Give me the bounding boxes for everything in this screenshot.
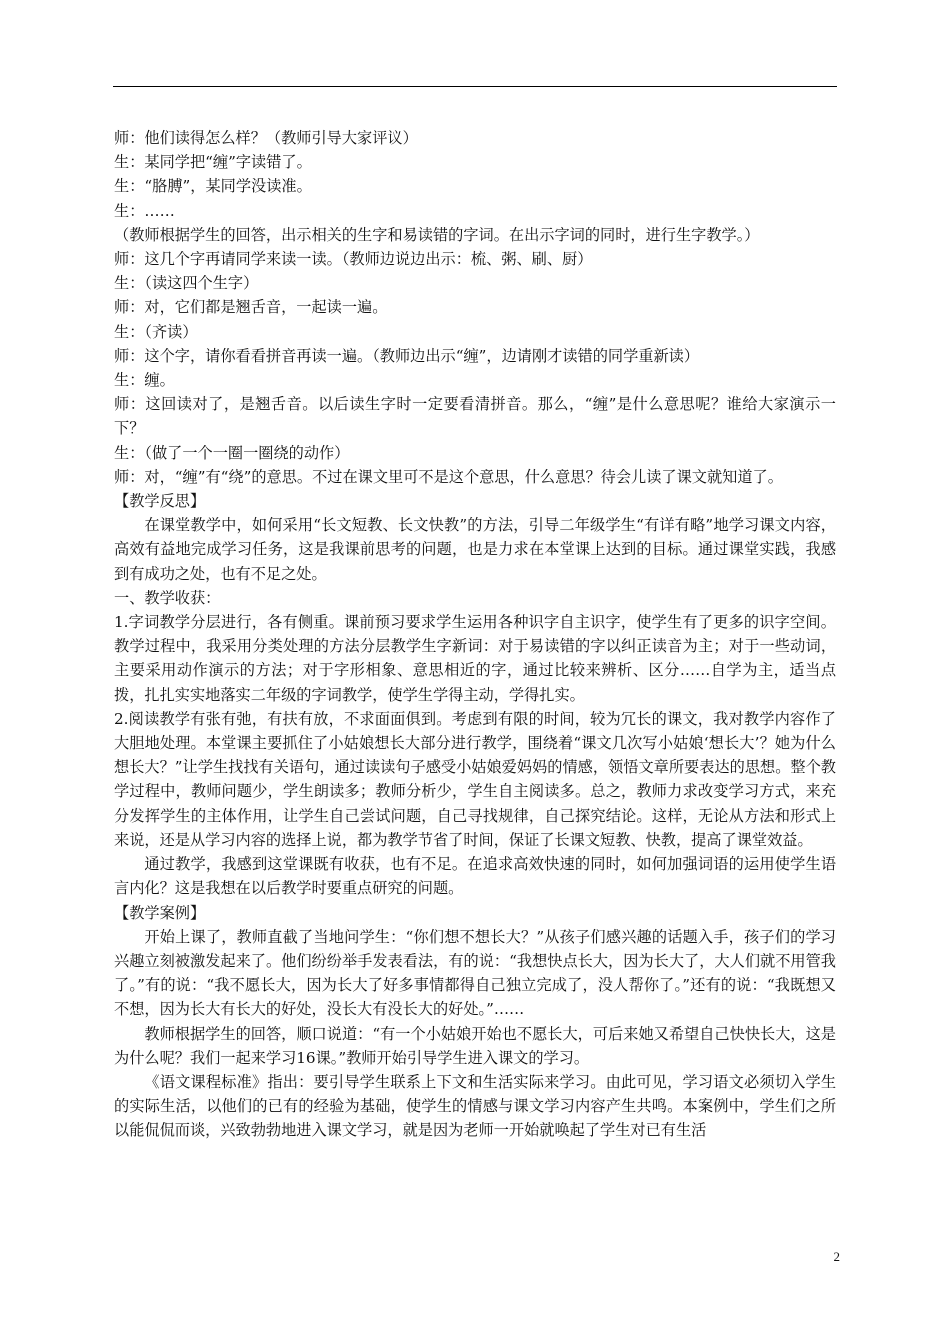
subsection-heading: 一、教学收获： — [114, 588, 221, 607]
section-heading-case: 【教学案例】 — [114, 903, 206, 922]
dialogue-line: 生：“胳膊”，某同学没读准。 — [114, 177, 312, 196]
dialogue-line: 师：这几个字再请同学来读一读。（教师边说边出示：梳、粥、刷、厨） — [114, 250, 593, 269]
body-paragraph: 在课堂教学中，如何采用“长文短教、长文快教”的方法，引导二年级学生“有详有略”地学习课文内容，高效有益地完成学习任务，这是我课前思考的问题，也是力求在本堂课上达到的目标。通过课堂实践，我感到有成功之处，也有不足之处。 — [114, 516, 836, 583]
dialogue-line: 师：对，它们都是翘舌音，一起读一遍。 — [114, 298, 388, 317]
numbered-paragraph: 2.阅读教学有张有弛，有扶有放，不求面面俱到。考虑到有限的时间，较为冗长的课文，我对教学内容作了大胆地处理。本堂课主要抓住了小姑娘想长大部分进行教学，围绕着“课文几次写小姑娘‘想长大’？她为什么想长大？”让学生找找有关语句，通过读读句子感受小姑娘爱妈妈的情感，领悟文章所要表达的思想。整个教学过程中，教师问题少，学生朗读多；教师分析少，学生自主阅读多。总之，教师力求改变学习方式，来充分发挥学生的主体作用，让学生自己尝试问题，自己寻找规律，自己探究结论。这样，无论从方法和形式上来说，还是从学习内容的选择上说，都为教学节省了时间，保证了长课文短教、快教，提高了课堂效益。 — [114, 709, 836, 849]
stage-note: （教师根据学生的回答，出示相关的生字和易读错的字词。在出示字词的同时，进行生字教学。） — [114, 225, 760, 244]
dialogue-line: 师：这个字，请你看看拼音再读一遍。（教师边出示“缠”，边请刚才读错的同学重新读） — [114, 346, 700, 365]
dialogue-line: 生：（做了一个一圈一圈绕的动作） — [114, 443, 350, 462]
page-number: 2 — [833, 1249, 840, 1264]
dialogue-line: 生：某同学把“缠”字读错了。 — [114, 153, 312, 172]
numbered-paragraph: 1.字词教学分层进行，各有侧重。课前预习要求学生运用各种识字自主识字，使学生有了更多的识字空间。教学过程中，我采用分类处理的方法分层教学生字新词：对于易读错的字以纠正读音为主；对于一些动词，主要采用动作演示的方法；对于字形相象、意思相近的字，通过比较来辨析、区分……自学为主，适当点拨，扎扎实实地落实二年级的字词教学，使学生学得主动，学得扎实。 — [114, 613, 836, 704]
body-paragraph: 教师根据学生的回答，顺口说道：“有一个小姑娘开始也不愿长大，可后来她又希望自己快快长大，这是为什么呢？我们一起来学习16课。”教师开始引导学生进入课文的学习。 — [114, 1024, 836, 1067]
dialogue-line: 生：（齐读） — [114, 322, 198, 341]
body-paragraph: 开始上课了，教师直截了当地问学生：“你们想不想长大？”从孩子们感兴趣的话题入手，孩子们的学习兴趣立刻被激发起来了。他们纷纷举手发表看法，有的说：“我想快点长大，因为长大了，大人们就不用管我了。”有的说：“我不愿长大，因为长大了好多事情都得自己独立完成了，没人帮你了。”还有的说：“我既想又不想，因为长大有长大的好处，没长大有没长大的好处。”…… — [114, 927, 836, 1019]
dialogue-line: 师：这回读对了，是翘舌音。以后读生字时一定要看清拼音。那么，“缠”是什么意思呢？谁给大家演示一下？ — [114, 395, 836, 438]
body-paragraph: 《语文课程标准》指出：要引导学生联系上下文和生活实际来学习。由此可见，学习语文必须切入学生的实际生活，以他们的已有的经验为基础，使学生的情感与课文学习内容产生共鸣。本案例中，学生们之所以能侃侃而谈，兴致勃勃地进入课文学习，就是因为老师一开始就唤起了学生对已有生活 — [114, 1072, 836, 1140]
dialogue-line: 生：（读这四个生字） — [114, 274, 259, 293]
dialogue-line: 生：缠。 — [114, 371, 175, 390]
dialogue-line: 师：他们读得怎么样？（教师引导大家评议） — [114, 129, 418, 147]
document-body — [114, 126, 836, 1143]
header-rule — [113, 86, 837, 87]
dialogue-line: 生：…… — [114, 201, 175, 220]
section-heading-reflection: 【教学反思】 — [114, 492, 206, 511]
dialogue-line: 师：对，“缠”有“绕”的意思。不过在课文里可不是这个意思，什么意思？待会儿读了课文就知道了。 — [114, 467, 783, 486]
body-paragraph: 通过教学，我感到这堂课既有收获，也有不足。在追求高效快速的同时，如何加强词语的运用使学生语言内化？这是我想在以后教学时要重点研究的问题。 — [114, 855, 836, 898]
